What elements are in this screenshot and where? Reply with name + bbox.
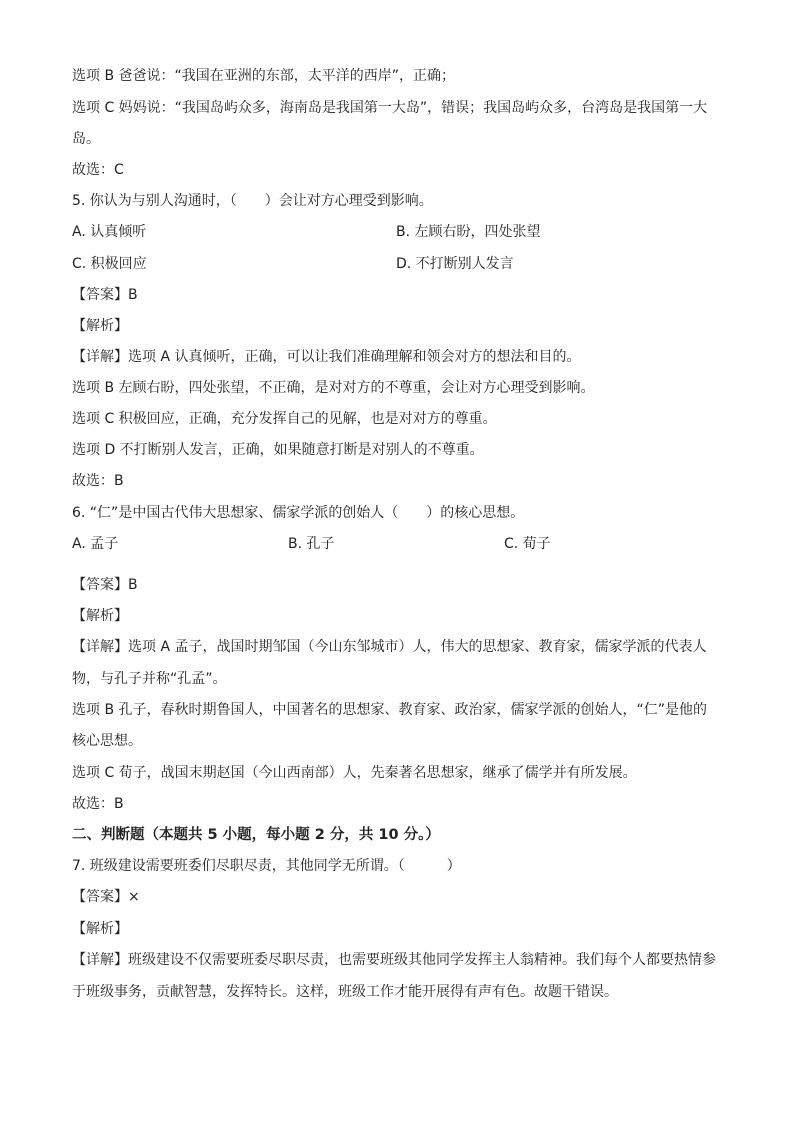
q5-detail-3: 选项 C 积极回应，正确，充分发挥自己的见解，也是对对方的尊重。: [72, 411, 497, 427]
choice-result: 故选：C: [72, 162, 124, 178]
q6-option-b: B. 孔子: [288, 536, 335, 552]
q5-option-a: A. 认真倾听: [72, 224, 147, 240]
q5-option-b: B. 左顾右盼，四处张望: [396, 224, 541, 240]
q5-detail-1: 【详解】选项 A 认真倾听，正确，可以让我们准确理解和领会对方的想法和目的。: [72, 349, 581, 365]
q6-detail-1-cont: 物，与孔子并称“孔孟”。: [72, 671, 227, 687]
question-5-stem: 5. 你认为与别人沟通时，（ ）会让对方心理受到影响。: [72, 193, 433, 209]
q7-answer: 【答案】×: [72, 889, 140, 905]
q7-detail-2: 于班级事务，贡献智慧，发挥特长。这样，班级工作才能开展得有声有色。故题干错误。: [72, 984, 618, 1000]
q5-analysis-label: 【解析】: [72, 318, 128, 334]
q6-answer: 【答案】B: [72, 577, 138, 593]
option-c-text-cont: 岛。: [72, 131, 100, 147]
q5-option-d: D. 不打断别人发言: [396, 256, 514, 272]
option-b-text: 选项 B 爸爸说：“我国在亚洲的东部，太平洋的西岸”，正确；: [72, 68, 456, 84]
q6-option-a: A. 孟子: [72, 536, 119, 552]
q6-detail-1: 【详解】选项 A 孟子，战国时期邹国（今山东邹城市）人，伟大的思想家、教育家，儒家学派的代表人: [72, 639, 707, 655]
q7-detail-1: 【详解】班级建设不仅需要班委尽职尽责，也需要班级其他同学发挥主人翁精神。我们每个人都要热情参: [72, 952, 716, 968]
section-heading: 二、判断题（本题共 5 小题，每小题 2 分，共 10 分。）: [72, 827, 440, 843]
q5-choose: 故选：B: [72, 473, 124, 489]
q6-analysis-label: 【解析】: [72, 608, 128, 624]
q6-choose: 故选：B: [72, 796, 124, 812]
q5-detail-2: 选项 B 左顾右盼，四处张望，不正确，是对对方的不尊重，会让对方心理受到影响。: [72, 380, 595, 396]
q6-detail-2-cont: 核心思想。: [72, 733, 142, 749]
option-c-text: 选项 C 妈妈说：“我国岛屿众多，海南岛是我国第一大岛”，错误；我国岛屿众多，台湾岛是我国第一大: [72, 100, 708, 116]
question-6-stem: 6. “仁”是中国古代伟大思想家、儒家学派的创始人（ ）的核心思想。: [72, 505, 525, 521]
q7-analysis-label: 【解析】: [72, 921, 128, 937]
q5-option-c: C. 积极回应: [72, 256, 147, 272]
q6-detail-3: 选项 C 荀子，战国末期赵国（今山西南部）人，先秦著名思想家，继承了儒学并有所发展。: [72, 765, 637, 781]
question-7-stem: 7. 班级建设需要班委们尽职尽责，其他同学无所谓。（ ）: [72, 858, 461, 874]
q5-detail-4: 选项 D 不打断别人发言，正确，如果随意打断是对别人的不尊重。: [72, 442, 484, 458]
q5-answer: 【答案】B: [72, 287, 138, 303]
q6-detail-2: 选项 B 孔子，春秋时期鲁国人，中国著名的思想家、教育家、政治家，儒家学派的创始人，“仁”是他的: [72, 702, 708, 718]
q6-option-c: C. 荀子: [504, 536, 551, 552]
